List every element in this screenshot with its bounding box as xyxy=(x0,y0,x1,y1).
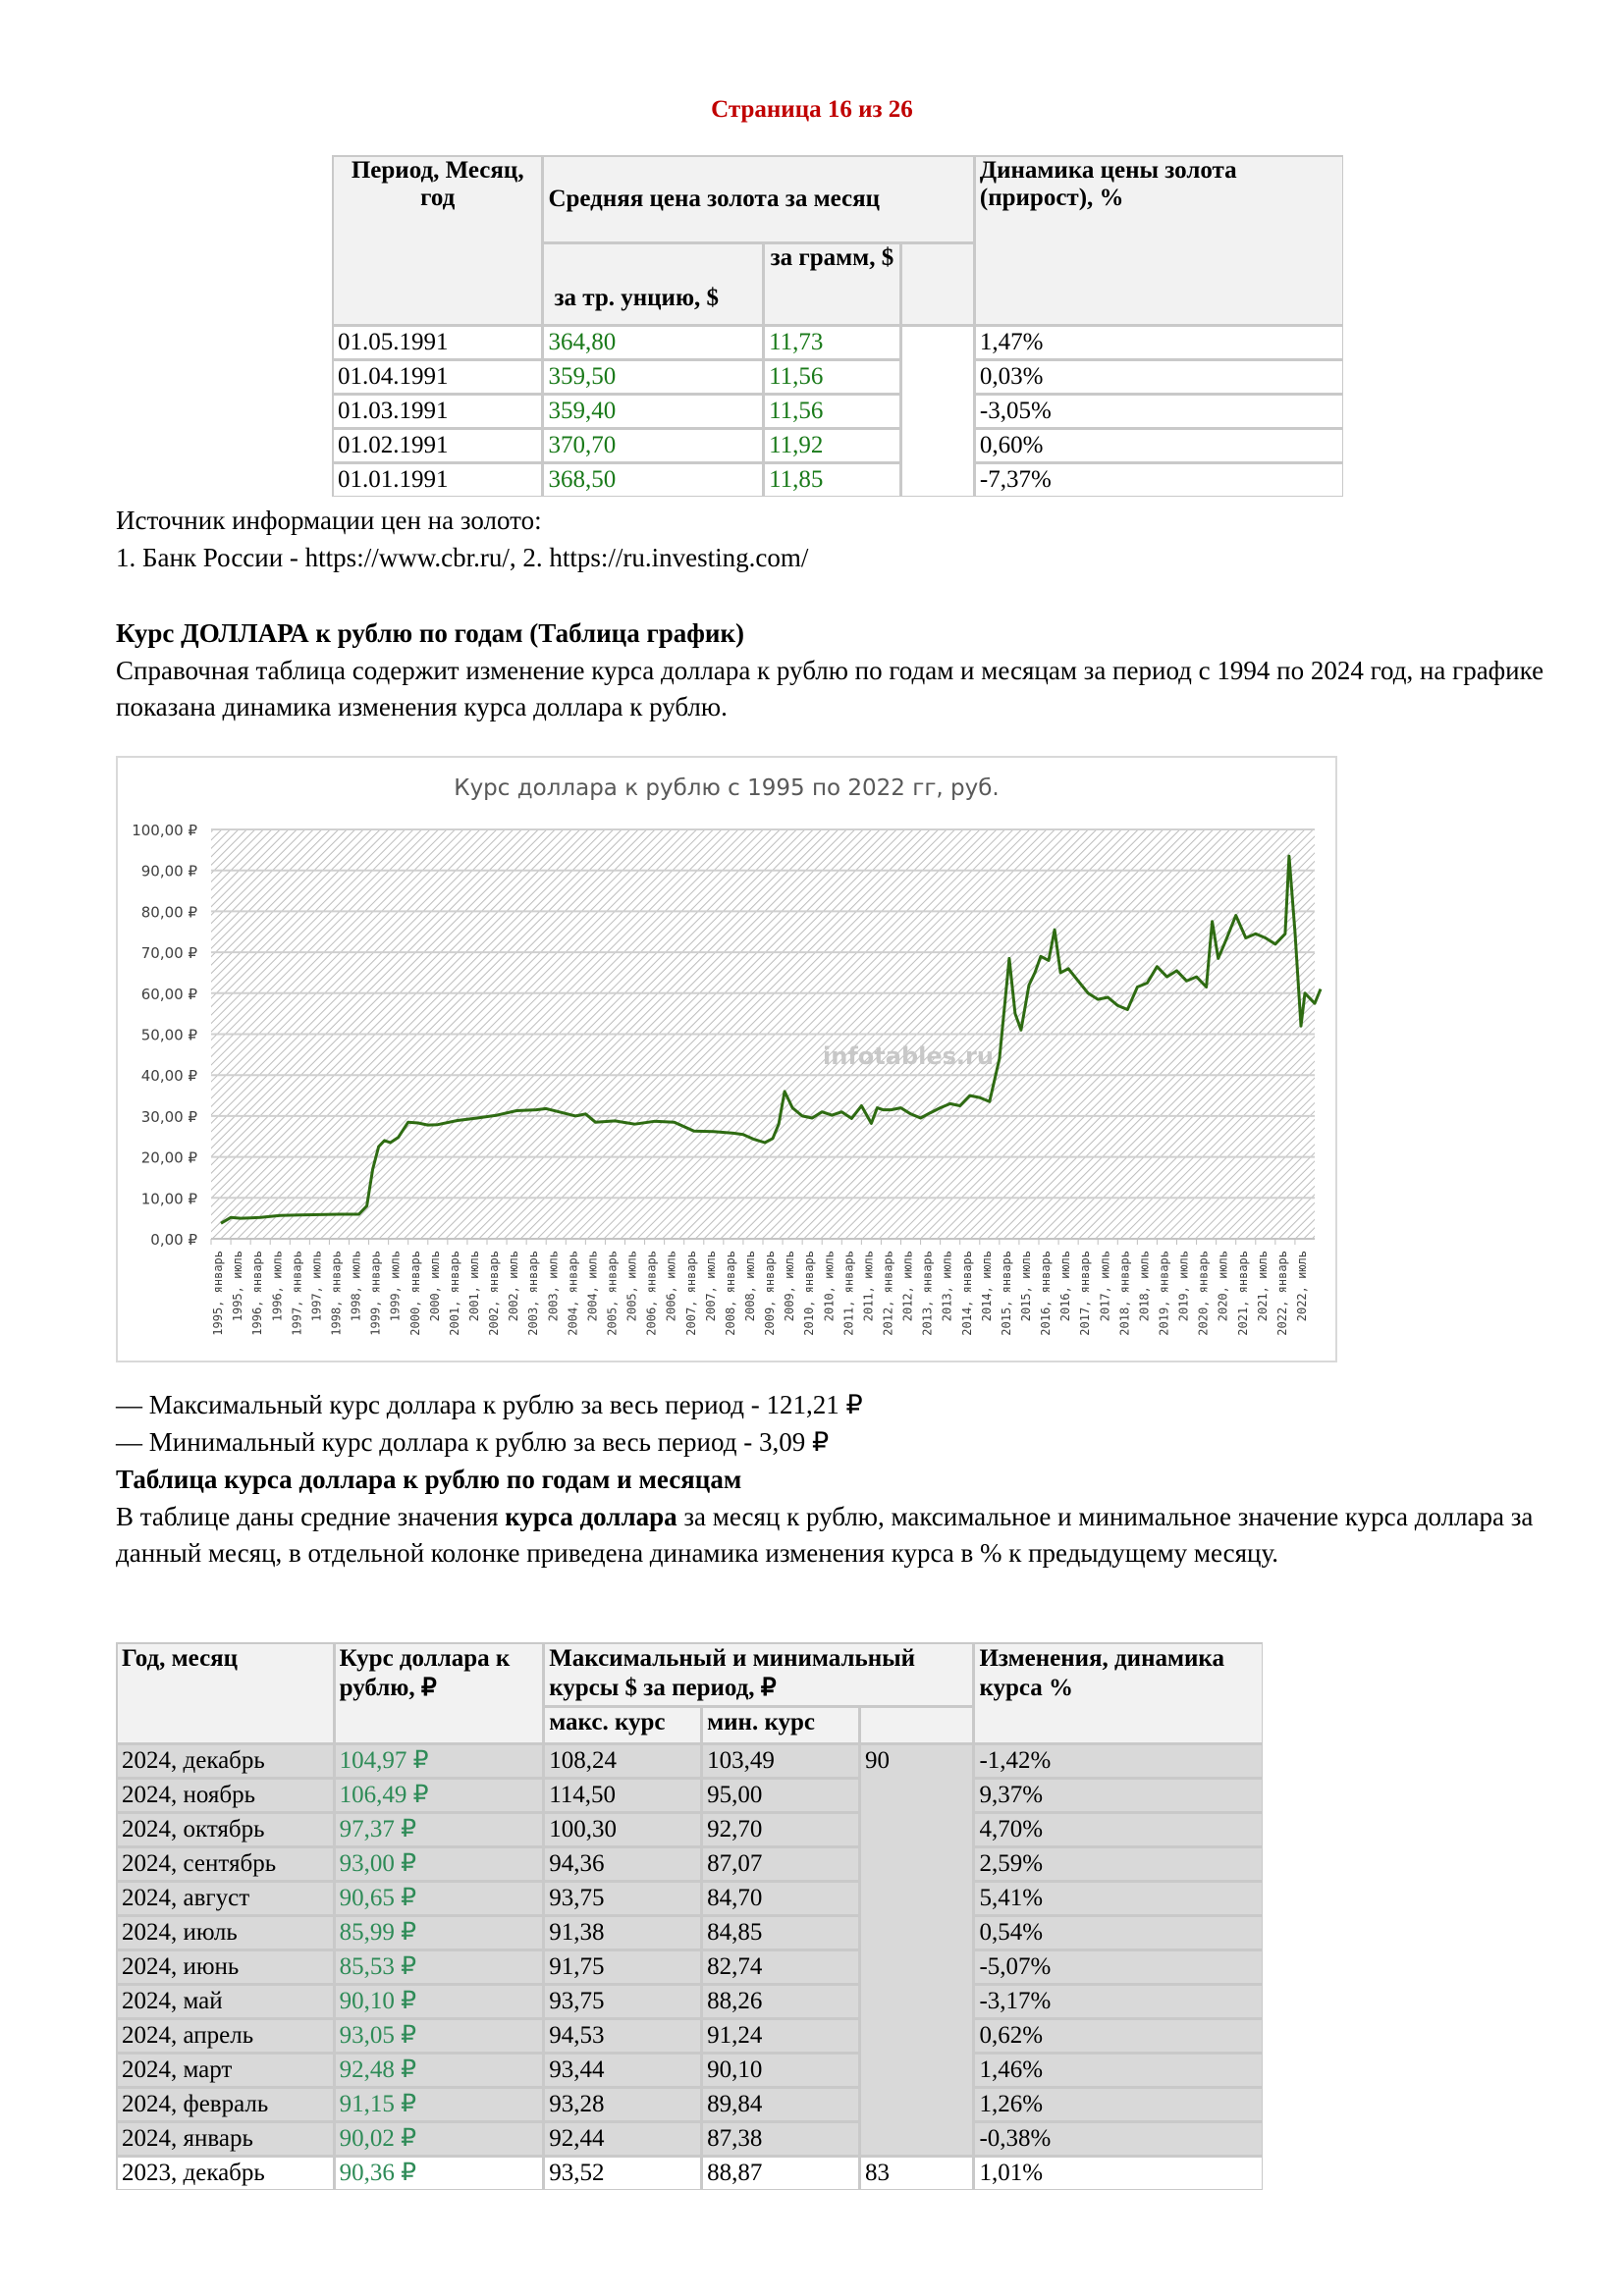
x-tick-label: 1997, январь xyxy=(290,1251,304,1336)
x-tick-label: 2000, январь xyxy=(407,1251,422,1336)
x-tick-label: 2017, июль xyxy=(1098,1251,1112,1322)
y-tick-label: 100,00 ₽ xyxy=(132,822,197,839)
header-change: Изменения, динамика курса % xyxy=(973,1642,1263,1743)
header-empty xyxy=(900,242,974,325)
table-row xyxy=(116,2156,1263,2190)
cell-rate: 90,36 ₽ xyxy=(334,2156,544,2190)
x-tick-label: 1999, январь xyxy=(368,1251,383,1336)
cell-month: 2024, март xyxy=(116,2053,334,2087)
x-tick-label: 2008, июль xyxy=(742,1251,757,1322)
chart-title: Курс доллара к рублю с 1995 по 2022 гг, руб. xyxy=(454,775,1000,801)
cell-extra: 90 xyxy=(859,1743,973,2156)
x-tick-label: 2006, июль xyxy=(664,1251,678,1322)
x-tick-label: 2019, январь xyxy=(1157,1251,1171,1336)
cell-change: 1,46% xyxy=(973,2053,1263,2087)
cell-oz: 359,50 xyxy=(542,359,763,394)
cell-min: 87,07 xyxy=(701,1846,859,1881)
cell-change: -3,17% xyxy=(973,1984,1263,2018)
usd-rate-table xyxy=(116,1642,1263,2190)
dollar-section-heading: Курс ДОЛЛАРА к рублю по годам (Таблица график) xyxy=(116,618,745,648)
x-tick-label: 2018, январь xyxy=(1117,1251,1132,1336)
cell-gram: 11,92 xyxy=(763,428,900,462)
x-tick-label: 2002, июль xyxy=(507,1251,521,1322)
max-rate-text: — Максимальный курс доллара к рублю за весь период - 121,21 ₽ xyxy=(116,1390,863,1419)
x-tick-label: 1998, июль xyxy=(349,1251,363,1322)
y-tick-label: 80,00 ₽ xyxy=(140,903,197,922)
cell-min: 84,70 xyxy=(701,1881,859,1915)
cell-max: 100,30 xyxy=(543,1812,701,1846)
x-tick-label: 2012, июль xyxy=(900,1251,915,1322)
table-row xyxy=(116,1881,1263,1915)
cell-month: 2024, ноябрь xyxy=(116,1778,334,1812)
x-tick-label: 2020, июль xyxy=(1216,1251,1230,1322)
table-row xyxy=(332,359,1343,394)
cell-max: 93,75 xyxy=(543,1984,701,2018)
header-extra xyxy=(859,1706,973,1743)
cell-change: -3,05% xyxy=(974,394,1343,428)
x-tick-label: 2003, январь xyxy=(526,1251,541,1336)
y-tick-label: 90,00 ₽ xyxy=(140,862,197,881)
cell-rate: 97,37 ₽ xyxy=(334,1812,544,1846)
x-tick-label: 1999, июль xyxy=(388,1251,403,1322)
cell-max: 92,44 xyxy=(543,2121,701,2156)
cell-month: 2023, декабрь xyxy=(116,2156,334,2190)
cell-rate: 93,05 ₽ xyxy=(334,2018,544,2053)
x-tick-label: 1996, январь xyxy=(250,1251,265,1336)
x-tick-label: 2016, январь xyxy=(1039,1251,1054,1336)
cell-change: 0,62% xyxy=(973,2018,1263,2053)
x-tick-label: 2000, июль xyxy=(427,1251,442,1322)
dollar-rate-chart xyxy=(116,756,1337,1362)
cell-min: 88,87 xyxy=(701,2156,859,2190)
x-tick-label: 2007, июль xyxy=(703,1251,718,1322)
cell-max: 93,52 xyxy=(543,2156,701,2190)
header-maxmin: Максимальный и минимальный курсы $ за период, ₽ xyxy=(543,1642,973,1706)
cell-rate: 106,49 ₽ xyxy=(334,1778,544,1812)
table-row xyxy=(116,1984,1263,2018)
cell-month: 2024, июль xyxy=(116,1915,334,1949)
header-period: Период, Месяц, год xyxy=(332,155,542,325)
usd-table-heading: Таблица курса доллара к рублю по годам и месяцам xyxy=(116,1465,742,1494)
watermark: infotables.ru xyxy=(823,1042,994,1070)
cell-change: 2,59% xyxy=(973,1846,1263,1881)
header-per-gram: за грамм, $ xyxy=(763,242,900,325)
x-tick-label: 2009, январь xyxy=(763,1251,778,1336)
x-tick-label: 2013, июль xyxy=(940,1251,954,1322)
cell-change: 0,03% xyxy=(974,359,1343,394)
cell-oz: 368,50 xyxy=(542,462,763,497)
x-tick-label: 2014, июль xyxy=(979,1251,994,1322)
cell-empty xyxy=(900,325,974,497)
x-tick-label: 2010, июль xyxy=(822,1251,837,1322)
cell-rate: 91,15 ₽ xyxy=(334,2087,544,2121)
table-row xyxy=(332,325,1343,359)
header-month: Год, месяц xyxy=(116,1642,334,1743)
table-row xyxy=(116,1915,1263,1949)
table-row xyxy=(116,2053,1263,2087)
header-min: мин. курс xyxy=(701,1706,859,1743)
header-max: макс. курс xyxy=(543,1706,701,1743)
table-row xyxy=(332,462,1343,497)
cell-min: 91,24 xyxy=(701,2018,859,2053)
x-tick-label: 2005, июль xyxy=(624,1251,639,1322)
cell-rate: 93,00 ₽ xyxy=(334,1846,544,1881)
cell-rate: 90,65 ₽ xyxy=(334,1881,544,1915)
table-row xyxy=(116,1812,1263,1846)
header-rate: Курс доллара к рублю, ₽ xyxy=(334,1642,544,1743)
x-tick-label: 1997, июль xyxy=(309,1251,324,1322)
cell-month: 2024, май xyxy=(116,1984,334,2018)
x-tick-label: 2003, июль xyxy=(546,1251,561,1322)
cell-date: 01.04.1991 xyxy=(332,359,542,394)
x-tick-label: 2021, июль xyxy=(1255,1251,1270,1322)
cell-max: 93,75 xyxy=(543,1881,701,1915)
cell-max: 93,44 xyxy=(543,2053,701,2087)
cell-rate: 85,53 ₽ xyxy=(334,1949,544,1984)
x-tick-label: 2002, январь xyxy=(487,1251,502,1336)
cell-change: 9,37% xyxy=(973,1778,1263,1812)
cell-gram: 11,56 xyxy=(763,359,900,394)
cell-min: 84,85 xyxy=(701,1915,859,1949)
x-tick-label: 2001, июль xyxy=(466,1251,481,1322)
x-tick-label: 2015, июль xyxy=(1018,1251,1033,1322)
intro-text: В таблице даны средние значения xyxy=(116,1502,506,1531)
cell-rate: 90,02 ₽ xyxy=(334,2121,544,2156)
usd-table-intro xyxy=(116,1499,1549,1572)
cell-month: 2024, декабрь xyxy=(116,1743,334,1778)
cell-min: 89,84 xyxy=(701,2087,859,2121)
cell-date: 01.02.1991 xyxy=(332,428,542,462)
cell-change: 1,26% xyxy=(973,2087,1263,2121)
cell-gram: 11,85 xyxy=(763,462,900,497)
cell-max: 93,28 xyxy=(543,2087,701,2121)
cell-min: 82,74 xyxy=(701,1949,859,1984)
cell-oz: 364,80 xyxy=(542,325,763,359)
cell-max: 94,36 xyxy=(543,1846,701,1881)
cell-gram: 11,73 xyxy=(763,325,900,359)
x-tick-label: 2011, июль xyxy=(861,1251,876,1322)
table-row xyxy=(332,394,1343,428)
cell-max: 94,53 xyxy=(543,2018,701,2053)
table-row xyxy=(116,1778,1263,1812)
x-tick-label: 1996, июль xyxy=(270,1251,285,1322)
cell-max: 91,38 xyxy=(543,1915,701,1949)
cell-month: 2024, октябрь xyxy=(116,1812,334,1846)
cell-month: 2024, январь xyxy=(116,2121,334,2156)
table-row xyxy=(116,2121,1263,2156)
y-tick-label: 50,00 ₽ xyxy=(140,1026,197,1044)
x-tick-label: 2014, январь xyxy=(959,1251,974,1336)
cell-max: 114,50 xyxy=(543,1778,701,1812)
table-row xyxy=(332,428,1343,462)
y-tick-label: 40,00 ₽ xyxy=(140,1067,197,1086)
x-tick-label: 2006, январь xyxy=(644,1251,659,1336)
y-tick-label: 20,00 ₽ xyxy=(140,1148,197,1167)
header-avg-price: Средняя цена золота за месяц xyxy=(542,155,973,242)
source-label: Источник информации цен на золото: xyxy=(116,506,542,535)
x-tick-label: 2009, июль xyxy=(783,1251,797,1322)
x-tick-label: 2004, июль xyxy=(585,1251,600,1322)
intro-bold-text: курса доллара xyxy=(505,1502,677,1531)
y-tick-label: 10,00 ₽ xyxy=(140,1190,197,1208)
cell-change: -5,07% xyxy=(973,1949,1263,1984)
x-tick-label: 1995, январь xyxy=(211,1251,226,1336)
cell-change: 0,60% xyxy=(974,428,1343,462)
cell-date: 01.05.1991 xyxy=(332,325,542,359)
min-rate-text: — Минимальный курс доллара к рублю за весь период - 3,09 ₽ xyxy=(116,1427,830,1457)
intro-text: за месяц к рублю, максимальное и минимальное значение курса доллара за данный месяц, в отдельной колонке приведена динамика изменения курса в % к предыдущему месяцу. xyxy=(116,1502,1534,1568)
table-row xyxy=(116,1846,1263,1881)
y-tick-label: 70,00 ₽ xyxy=(140,944,197,963)
cell-change: -7,37% xyxy=(974,462,1343,497)
x-tick-label: 2007, январь xyxy=(683,1251,698,1336)
header-dynamics: Динамика цены золота (прирост), % xyxy=(974,155,1343,325)
cell-month: 2024, июнь xyxy=(116,1949,334,1984)
x-tick-label: 1995, июль xyxy=(231,1251,245,1322)
cell-month: 2024, сентябрь xyxy=(116,1846,334,1881)
header-per-oz: за тр. унцию, $ xyxy=(542,242,763,325)
x-tick-label: 2022, январь xyxy=(1274,1251,1289,1336)
x-tick-label: 2013, январь xyxy=(920,1251,935,1336)
x-tick-label: 2016, июль xyxy=(1058,1251,1073,1322)
cell-change: 1,47% xyxy=(974,325,1343,359)
x-tick-label: 2019, июль xyxy=(1176,1251,1191,1322)
cell-rate: 85,99 ₽ xyxy=(334,1915,544,1949)
chart-plot xyxy=(118,758,1335,1361)
x-tick-label: 2021, январь xyxy=(1235,1251,1250,1336)
table-row xyxy=(116,2087,1263,2121)
cell-min: 87,38 xyxy=(701,2121,859,2156)
y-tick-label: 0,00 ₽ xyxy=(150,1231,197,1249)
cell-date: 01.03.1991 xyxy=(332,394,542,428)
dollar-section-intro: Справочная таблица содержит изменение курса доллара к рублю по годам и месяцам за период с 1994 по 2024 год, на графике показана динамика изменения курса доллара к рублю. xyxy=(116,656,1544,721)
page-header: Страница 16 из 26 xyxy=(711,96,913,123)
x-tick-label: 2020, январь xyxy=(1196,1251,1211,1336)
cell-max: 108,24 xyxy=(543,1743,701,1778)
cell-month: 2024, февраль xyxy=(116,2087,334,2121)
y-tick-label: 30,00 ₽ xyxy=(140,1107,197,1126)
cell-change: 4,70% xyxy=(973,1812,1263,1846)
x-tick-label: 2022, июль xyxy=(1294,1251,1309,1322)
cell-month: 2024, апрель xyxy=(116,2018,334,2053)
x-tick-label: 2004, январь xyxy=(566,1251,580,1336)
table-row xyxy=(116,1949,1263,1984)
x-tick-label: 2011, январь xyxy=(841,1251,856,1336)
x-tick-label: 2012, январь xyxy=(881,1251,895,1336)
cell-change: 5,41% xyxy=(973,1881,1263,1915)
cell-change: 1,01% xyxy=(973,2156,1263,2190)
cell-min: 103,49 xyxy=(701,1743,859,1778)
x-tick-label: 2018, июль xyxy=(1137,1251,1152,1322)
cell-gram: 11,56 xyxy=(763,394,900,428)
cell-extra: 83 xyxy=(859,2156,973,2190)
x-tick-label: 2015, январь xyxy=(999,1251,1013,1336)
cell-rate: 104,97 ₽ xyxy=(334,1743,544,1778)
x-tick-label: 2010, январь xyxy=(802,1251,817,1336)
cell-change: -0,38% xyxy=(973,2121,1263,2156)
cell-min: 90,10 xyxy=(701,2053,859,2087)
cell-oz: 370,70 xyxy=(542,428,763,462)
cell-rate: 92,48 ₽ xyxy=(334,2053,544,2087)
x-tick-label: 2017, январь xyxy=(1078,1251,1093,1336)
cell-min: 88,26 xyxy=(701,1984,859,2018)
x-tick-label: 2005, январь xyxy=(605,1251,620,1336)
cell-min: 92,70 xyxy=(701,1812,859,1846)
cell-date: 01.01.1991 xyxy=(332,462,542,497)
cell-max: 91,75 xyxy=(543,1949,701,1984)
cell-oz: 359,40 xyxy=(542,394,763,428)
cell-change: -1,42% xyxy=(973,1743,1263,1778)
cell-rate: 90,10 ₽ xyxy=(334,1984,544,2018)
table-row xyxy=(116,2018,1263,2053)
x-tick-label: 2001, январь xyxy=(447,1251,461,1336)
table-row xyxy=(116,1743,1263,1778)
x-tick-label: 2008, январь xyxy=(723,1251,737,1336)
cell-min: 95,00 xyxy=(701,1778,859,1812)
cell-change: 0,54% xyxy=(973,1915,1263,1949)
source-links: 1. Банк России - https://www.cbr.ru/, 2. https://ru.investing.com/ xyxy=(116,543,809,572)
y-tick-label: 60,00 ₽ xyxy=(140,985,197,1003)
gold-price-table xyxy=(332,155,1343,497)
cell-month: 2024, август xyxy=(116,1881,334,1915)
x-tick-label: 1998, январь xyxy=(329,1251,344,1336)
